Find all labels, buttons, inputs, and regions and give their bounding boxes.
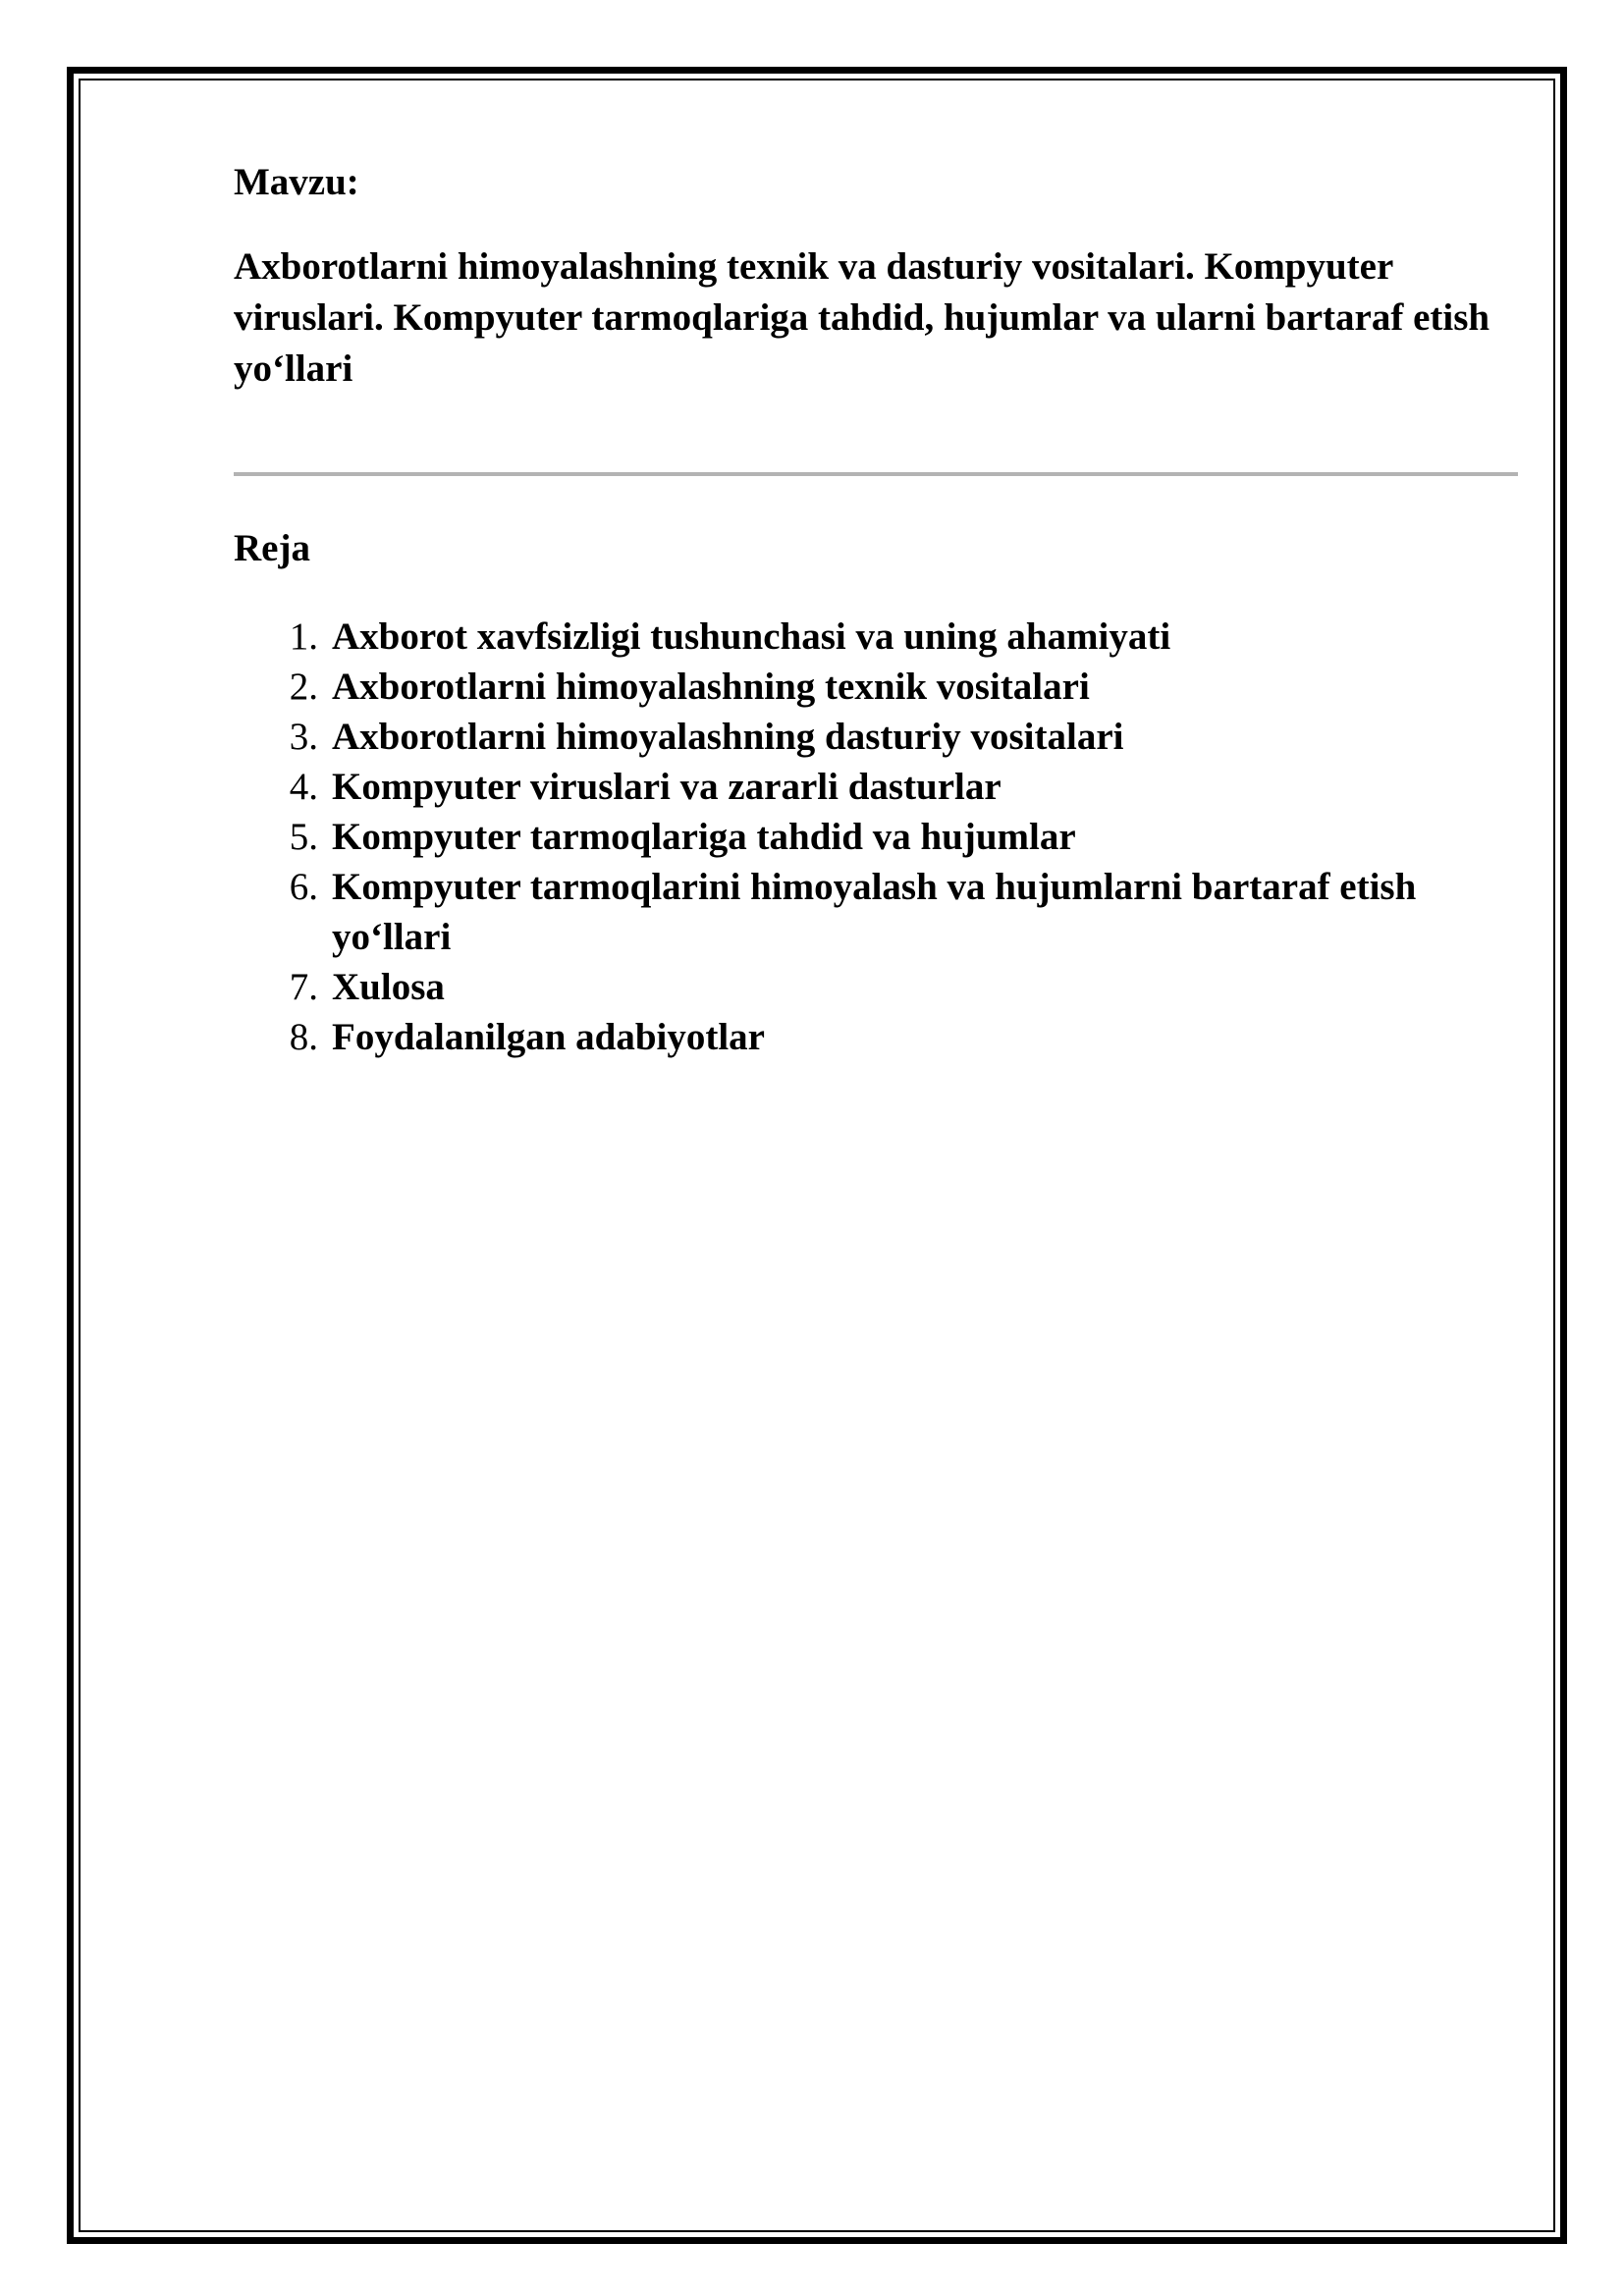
plan-item xyxy=(234,712,1520,762)
plan-item-text: Axborotlarni himoyalashning texnik vositalari xyxy=(332,666,1090,708)
plan-item xyxy=(234,862,1520,962)
plan-item xyxy=(234,662,1520,712)
plan-item-text: Axborotlarni himoyalashning dasturiy vositalari xyxy=(332,716,1124,758)
plan-item-number: 4. xyxy=(289,766,318,808)
plan-list xyxy=(234,612,1520,1062)
plan-item-text: Xulosa xyxy=(332,966,445,1008)
plan-item-number: 5. xyxy=(289,816,318,858)
section-divider xyxy=(234,472,1518,476)
topic-title: Axborotlarni himoyalashning texnik va dasturiy vositalari. Kompyuter viruslari. Kompyuter tarmoqlariga tahdid, hujumlar va ularni bartaraf etish yo‘llari xyxy=(234,245,1490,390)
plan-item-number: 1. xyxy=(289,615,318,658)
plan-item xyxy=(234,612,1520,662)
plan-item-text: Kompyuter tarmoqlariga tahdid va hujumlar xyxy=(332,816,1076,858)
plan-item-number: 6. xyxy=(289,866,318,908)
page-content xyxy=(234,157,1520,1062)
plan-item-number: 7. xyxy=(289,966,318,1008)
plan-item xyxy=(234,962,1520,1012)
plan-heading: Reja xyxy=(234,527,310,569)
plan-item-text: Axborot xavfsizligi tushunchasi va uning ahamiyati xyxy=(332,615,1171,658)
plan-item-text: Kompyuter viruslari va zararli dasturlar xyxy=(332,766,1001,808)
plan-item xyxy=(234,1012,1520,1062)
topic-label: Mavzu: xyxy=(234,161,359,203)
plan-item-text: Foydalanilgan adabiyotlar xyxy=(332,1016,765,1058)
plan-item xyxy=(234,762,1520,812)
plan-item xyxy=(234,812,1520,862)
plan-item-text: Kompyuter tarmoqlarini himoyalash va hujumlarni bartaraf etish yo‘llari xyxy=(332,866,1417,958)
plan-item-number: 2. xyxy=(289,666,318,708)
plan-item-number: 3. xyxy=(289,716,318,758)
plan-item-number: 8. xyxy=(289,1016,318,1058)
